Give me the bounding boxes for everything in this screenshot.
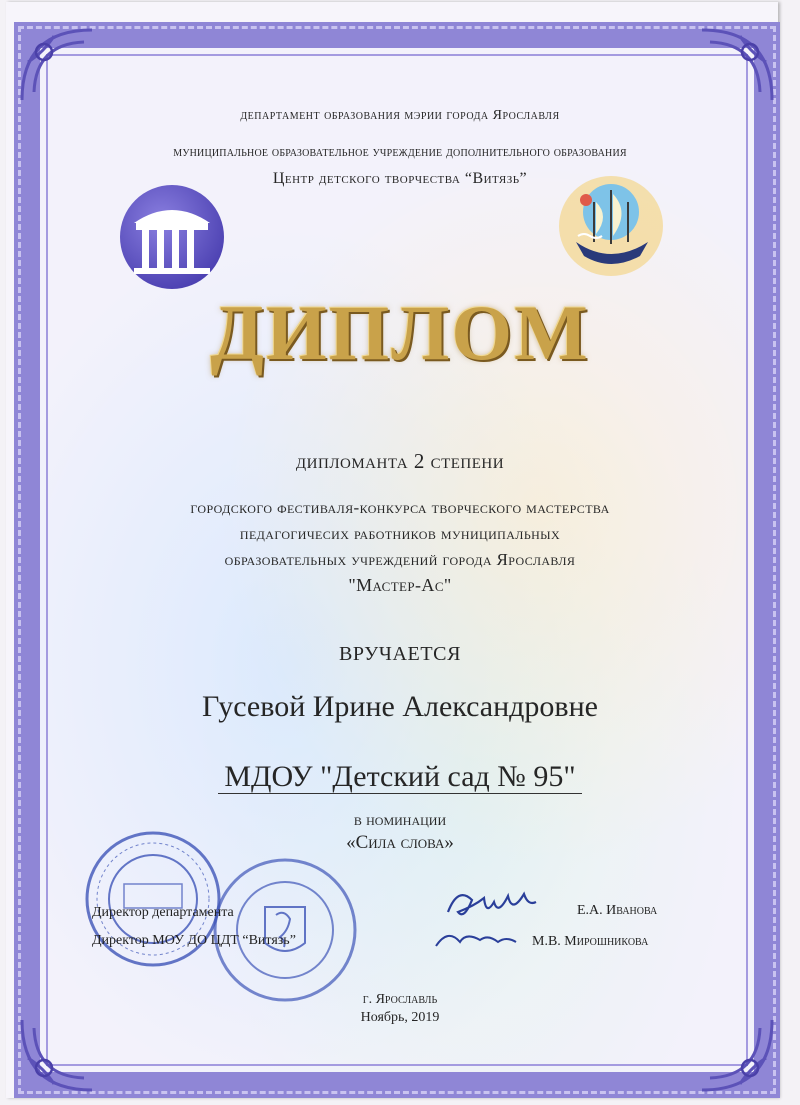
city-stamp-icon [210, 855, 360, 1005]
rotunda-logo-icon [118, 183, 226, 291]
signatory-2-title: Директор МОУ ДО ЦДТ “Витязь” [92, 933, 296, 948]
diploma-title: ДИПЛОМ [210, 289, 590, 376]
footer-city: г. Ярославль [362, 992, 438, 1007]
footer-date: Ноябрь, 2019 [360, 1010, 440, 1025]
institution-header: муниципальное образовательное учреждение дополнительного образования [173, 145, 627, 160]
degree-line: дипломанта 2 степени [295, 449, 505, 473]
nomination-name: «Сила слова» [346, 832, 454, 853]
festival-line-2: педагогичесих работников муниципальных [239, 524, 561, 543]
festival-line-3: образовательных учреждений города Ярославля [224, 550, 576, 569]
organization-name: МДОУ "Детский сад № 95" [218, 760, 581, 794]
signatory-1-name: Е.А. Иванова [577, 903, 658, 918]
vityaz-emblem-icon [556, 172, 666, 280]
center-header: Центр детского творчества “Витязь” [272, 170, 528, 187]
department-header: департамент образования мэрии города Ярославля [240, 108, 560, 123]
awarded-label: ВРУЧАЕТСЯ [338, 643, 462, 665]
signatory-1-title: Директор департамента [92, 905, 234, 920]
signatory-2-name: М.В. Мирошникова [532, 934, 649, 949]
festival-name: "Мастер-Ас" [348, 575, 452, 595]
nomination-label: в номинации [353, 810, 447, 829]
festival-line-1: городского фестиваля-конкурса творческого мастерства [190, 498, 610, 517]
organization-line [0, 760, 800, 794]
recipient-name: Гусевой Ирине Александровне [202, 690, 598, 723]
